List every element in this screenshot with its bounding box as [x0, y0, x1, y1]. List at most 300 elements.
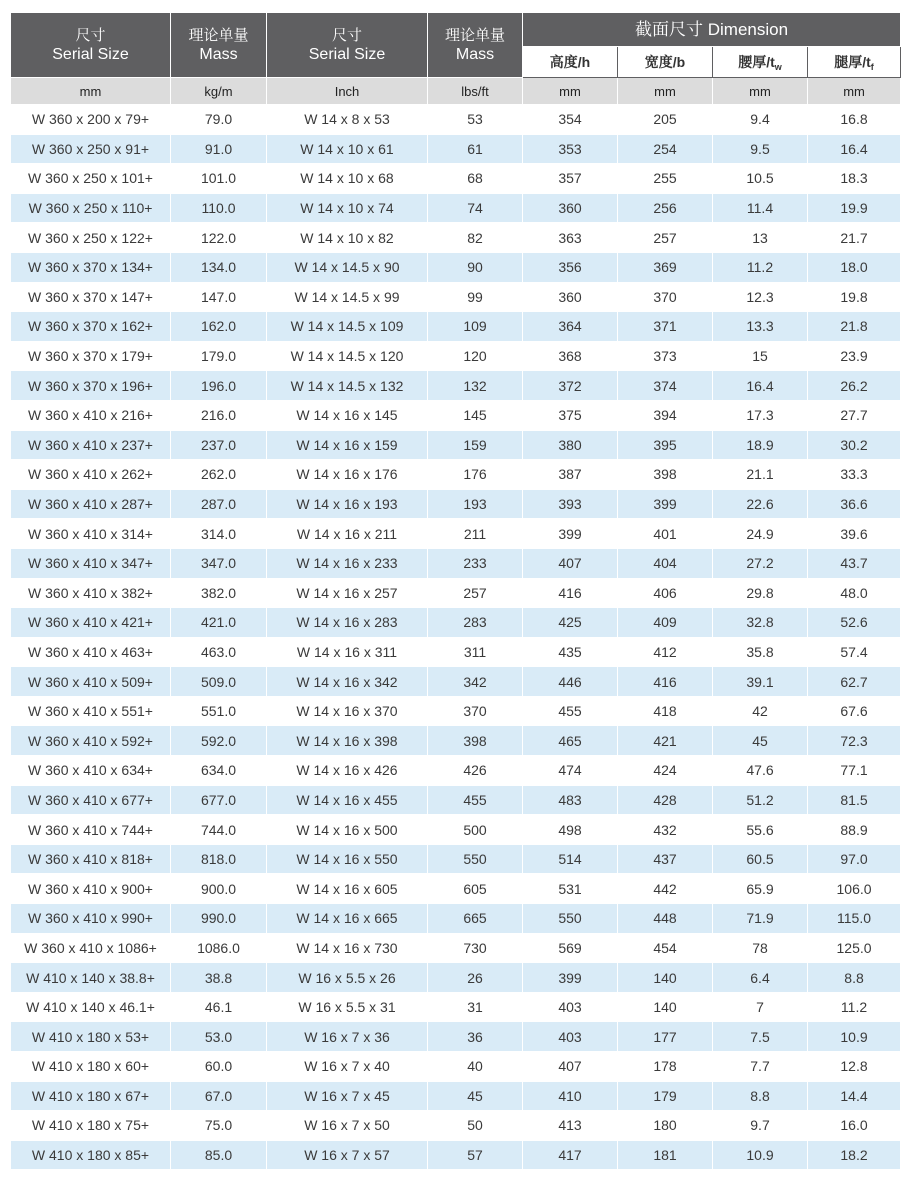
- cell-inch: W 16 x 7 x 45: [267, 1081, 428, 1111]
- cell-width: 369: [618, 252, 713, 282]
- unit-cell: kg/m: [171, 78, 267, 105]
- cell-web: 27.2: [713, 548, 808, 578]
- cell-mass-kg: 262.0: [171, 460, 267, 490]
- cell-flange: 125.0: [808, 933, 901, 963]
- cell-mass-lbs: 159: [428, 430, 523, 460]
- cell-mass-lbs: 176: [428, 460, 523, 490]
- table-row: [11, 430, 901, 460]
- cell-width: 406: [618, 578, 713, 608]
- cell-mass-kg: 382.0: [171, 578, 267, 608]
- cell-mass-lbs: 193: [428, 489, 523, 519]
- table-row: [11, 963, 901, 993]
- cell-flange: 16.4: [808, 134, 901, 164]
- cell-web: 42: [713, 696, 808, 726]
- table-row: [11, 756, 901, 786]
- cell-web: 15: [713, 341, 808, 371]
- cell-web: 11.2: [713, 252, 808, 282]
- unit-cell: mm: [11, 78, 171, 105]
- header-mass-metric: [171, 13, 267, 78]
- cell-flange: 19.8: [808, 282, 901, 312]
- cell-height: 403: [523, 1022, 618, 1052]
- table-row: [11, 252, 901, 282]
- cell-web: 13.3: [713, 312, 808, 342]
- cell-width: 254: [618, 134, 713, 164]
- cell-size: W 360 x 370 x 196+: [11, 371, 171, 401]
- header-mass-en: Mass: [199, 46, 238, 63]
- cell-height: 363: [523, 223, 618, 253]
- cell-size: W 360 x 410 x 551+: [11, 696, 171, 726]
- cell-inch: W 14 x 16 x 159: [267, 430, 428, 460]
- cell-mass-lbs: 233: [428, 548, 523, 578]
- cell-flange: 27.7: [808, 400, 901, 430]
- cell-mass-lbs: 68: [428, 164, 523, 194]
- cell-mass-kg: 463.0: [171, 637, 267, 667]
- cell-size: W 360 x 410 x 677+: [11, 785, 171, 815]
- cell-height: 465: [523, 726, 618, 756]
- cell-size: W 360 x 250 x 91+: [11, 134, 171, 164]
- cell-mass-lbs: 26: [428, 963, 523, 993]
- cell-inch: W 14 x 14.5 x 90: [267, 252, 428, 282]
- cell-size: W 360 x 410 x 347+: [11, 548, 171, 578]
- cell-size: W 360 x 410 x 634+: [11, 756, 171, 786]
- table-row: [11, 164, 901, 194]
- cell-flange: 26.2: [808, 371, 901, 401]
- cell-height: 357: [523, 164, 618, 194]
- table-row: [11, 282, 901, 312]
- cell-size: W 360 x 370 x 147+: [11, 282, 171, 312]
- header-flange-thickness: [808, 47, 901, 78]
- cell-mass-lbs: 500: [428, 815, 523, 845]
- cell-height: 387: [523, 460, 618, 490]
- cell-width: 398: [618, 460, 713, 490]
- cell-height: 399: [523, 519, 618, 549]
- cell-width: 437: [618, 844, 713, 874]
- cell-size: W 410 x 180 x 85+: [11, 1140, 171, 1170]
- header-width: 宽度/b: [618, 47, 713, 78]
- cell-mass-lbs: 665: [428, 904, 523, 934]
- table-row: [11, 578, 901, 608]
- cell-size: W 360 x 370 x 162+: [11, 312, 171, 342]
- cell-web: 55.6: [713, 815, 808, 845]
- header-web-sub: w: [774, 62, 782, 72]
- cell-inch: W 14 x 10 x 61: [267, 134, 428, 164]
- cell-mass-lbs: 99: [428, 282, 523, 312]
- cell-height: 403: [523, 992, 618, 1022]
- cell-height: 393: [523, 489, 618, 519]
- cell-width: 257: [618, 223, 713, 253]
- cell-size: W 360 x 410 x 237+: [11, 430, 171, 460]
- cell-size: W 360 x 410 x 592+: [11, 726, 171, 756]
- cell-inch: W 16 x 5.5 x 31: [267, 992, 428, 1022]
- cell-mass-kg: 818.0: [171, 844, 267, 874]
- cell-width: 140: [618, 992, 713, 1022]
- cell-inch: W 14 x 16 x 211: [267, 519, 428, 549]
- cell-mass-lbs: 120: [428, 341, 523, 371]
- cell-size: W 360 x 370 x 179+: [11, 341, 171, 371]
- cell-inch: W 16 x 7 x 57: [267, 1140, 428, 1170]
- cell-width: 418: [618, 696, 713, 726]
- table-row: [11, 1111, 901, 1141]
- unit-cell: mm: [808, 78, 901, 105]
- cell-inch: W 14 x 16 x 145: [267, 400, 428, 430]
- cell-size: W 360 x 410 x 990+: [11, 904, 171, 934]
- cell-web: 78: [713, 933, 808, 963]
- cell-web: 16.4: [713, 371, 808, 401]
- cell-flange: 62.7: [808, 667, 901, 697]
- cell-mass-kg: 990.0: [171, 904, 267, 934]
- cell-height: 483: [523, 785, 618, 815]
- cell-inch: W 14 x 16 x 665: [267, 904, 428, 934]
- cell-mass-kg: 634.0: [171, 756, 267, 786]
- header-mass-zh: 理论单量: [188, 27, 249, 44]
- cell-inch: W 14 x 16 x 370: [267, 696, 428, 726]
- cell-size: W 360 x 410 x 463+: [11, 637, 171, 667]
- cell-mass-kg: 744.0: [171, 815, 267, 845]
- cell-mass-kg: 677.0: [171, 785, 267, 815]
- cell-size: W 360 x 410 x 216+: [11, 400, 171, 430]
- cell-height: 380: [523, 430, 618, 460]
- cell-inch: W 16 x 7 x 36: [267, 1022, 428, 1052]
- cell-flange: 18.2: [808, 1140, 901, 1170]
- cell-flange: 115.0: [808, 904, 901, 934]
- cell-flange: 67.6: [808, 696, 901, 726]
- unit-cell: Inch: [267, 78, 428, 105]
- cell-inch: W 14 x 14.5 x 132: [267, 371, 428, 401]
- cell-web: 9.5: [713, 134, 808, 164]
- cell-mass-lbs: 730: [428, 933, 523, 963]
- header-size2-en: Serial Size: [308, 46, 386, 63]
- cell-flange: 16.8: [808, 105, 901, 135]
- cell-size: W 360 x 370 x 134+: [11, 252, 171, 282]
- cell-inch: W 14 x 16 x 257: [267, 578, 428, 608]
- cell-mass-kg: 1086.0: [171, 933, 267, 963]
- header-web-label: 腰厚/t: [738, 54, 775, 70]
- cell-inch: W 14 x 16 x 426: [267, 756, 428, 786]
- cell-inch: W 14 x 14.5 x 120: [267, 341, 428, 371]
- header-serial-size-metric: [11, 13, 171, 78]
- cell-mass-lbs: 311: [428, 637, 523, 667]
- cell-width: 412: [618, 637, 713, 667]
- cell-mass-lbs: 50: [428, 1111, 523, 1141]
- cell-height: 356: [523, 252, 618, 282]
- header-height: 高度/h: [523, 47, 618, 78]
- cell-inch: W 14 x 16 x 176: [267, 460, 428, 490]
- table-row: [11, 726, 901, 756]
- cell-web: 39.1: [713, 667, 808, 697]
- cell-mass-lbs: 74: [428, 193, 523, 223]
- cell-web: 10.5: [713, 164, 808, 194]
- cell-mass-kg: 162.0: [171, 312, 267, 342]
- cell-mass-kg: 67.0: [171, 1081, 267, 1111]
- cell-height: 354: [523, 105, 618, 135]
- cell-inch: W 14 x 10 x 82: [267, 223, 428, 253]
- cell-mass-kg: 421.0: [171, 608, 267, 638]
- cell-height: 368: [523, 341, 618, 371]
- cell-mass-lbs: 82: [428, 223, 523, 253]
- cell-web: 22.6: [713, 489, 808, 519]
- cell-size: W 360 x 410 x 314+: [11, 519, 171, 549]
- cell-flange: 14.4: [808, 1081, 901, 1111]
- cell-size: W 360 x 250 x 122+: [11, 223, 171, 253]
- cell-mass-kg: 101.0: [171, 164, 267, 194]
- table-row: [11, 400, 901, 430]
- cell-mass-kg: 216.0: [171, 400, 267, 430]
- cell-size: W 360 x 250 x 110+: [11, 193, 171, 223]
- cell-height: 531: [523, 874, 618, 904]
- header-size-zh: 尺寸: [75, 27, 106, 44]
- table-row: [11, 193, 901, 223]
- table-row: [11, 637, 901, 667]
- cell-height: 474: [523, 756, 618, 786]
- cell-inch: W 14 x 10 x 74: [267, 193, 428, 223]
- cell-mass-kg: 551.0: [171, 696, 267, 726]
- cell-size: W 360 x 410 x 744+: [11, 815, 171, 845]
- cell-mass-kg: 85.0: [171, 1140, 267, 1170]
- cell-mass-kg: 509.0: [171, 667, 267, 697]
- table-row: [11, 134, 901, 164]
- cell-mass-lbs: 45: [428, 1081, 523, 1111]
- cell-width: 394: [618, 400, 713, 430]
- unit-cell: lbs/ft: [428, 78, 523, 105]
- cell-web: 17.3: [713, 400, 808, 430]
- cell-flange: 72.3: [808, 726, 901, 756]
- cell-width: 432: [618, 815, 713, 845]
- header-row-top: [11, 13, 901, 47]
- cell-mass-lbs: 211: [428, 519, 523, 549]
- cell-size: W 410 x 140 x 46.1+: [11, 992, 171, 1022]
- cell-inch: W 14 x 16 x 311: [267, 637, 428, 667]
- cell-inch: W 14 x 16 x 233: [267, 548, 428, 578]
- cell-size: W 410 x 180 x 75+: [11, 1111, 171, 1141]
- cell-height: 569: [523, 933, 618, 963]
- cell-width: 454: [618, 933, 713, 963]
- cell-flange: 30.2: [808, 430, 901, 460]
- cell-flange: 106.0: [808, 874, 901, 904]
- table-row: [11, 548, 901, 578]
- cell-height: 498: [523, 815, 618, 845]
- cell-flange: 19.9: [808, 193, 901, 223]
- cell-mass-lbs: 370: [428, 696, 523, 726]
- table-row: [11, 489, 901, 519]
- cell-inch: W 14 x 16 x 550: [267, 844, 428, 874]
- cell-mass-lbs: 61: [428, 134, 523, 164]
- cell-mass-lbs: 109: [428, 312, 523, 342]
- cell-size: W 360 x 410 x 262+: [11, 460, 171, 490]
- cell-web: 32.8: [713, 608, 808, 638]
- cell-web: 35.8: [713, 637, 808, 667]
- cell-flange: 12.8: [808, 1052, 901, 1082]
- table-body: [11, 105, 901, 1170]
- cell-width: 370: [618, 282, 713, 312]
- table-row: [11, 519, 901, 549]
- cell-inch: W 16 x 5.5 x 26: [267, 963, 428, 993]
- header-serial-size-imperial: [267, 13, 428, 78]
- cell-web: 13: [713, 223, 808, 253]
- cell-mass-kg: 237.0: [171, 430, 267, 460]
- cell-inch: W 14 x 14.5 x 109: [267, 312, 428, 342]
- cell-mass-kg: 196.0: [171, 371, 267, 401]
- header-web-thickness: [713, 47, 808, 78]
- cell-mass-kg: 314.0: [171, 519, 267, 549]
- cell-inch: W 16 x 7 x 40: [267, 1052, 428, 1082]
- cell-mass-lbs: 426: [428, 756, 523, 786]
- cell-inch: W 16 x 7 x 50: [267, 1111, 428, 1141]
- header-size-en: Serial Size: [52, 46, 129, 63]
- cell-width: 421: [618, 726, 713, 756]
- cell-height: 399: [523, 963, 618, 993]
- cell-web: 71.9: [713, 904, 808, 934]
- cell-size: W 360 x 410 x 509+: [11, 667, 171, 697]
- cell-inch: W 14 x 16 x 605: [267, 874, 428, 904]
- cell-mass-kg: 46.1: [171, 992, 267, 1022]
- cell-flange: 43.7: [808, 548, 901, 578]
- cell-mass-lbs: 132: [428, 371, 523, 401]
- cell-size: W 360 x 410 x 1086+: [11, 933, 171, 963]
- cell-width: 180: [618, 1111, 713, 1141]
- cell-flange: 36.6: [808, 489, 901, 519]
- cell-mass-kg: 75.0: [171, 1111, 267, 1141]
- cell-web: 11.4: [713, 193, 808, 223]
- cell-width: 399: [618, 489, 713, 519]
- cell-height: 446: [523, 667, 618, 697]
- cell-web: 9.7: [713, 1111, 808, 1141]
- cell-width: 442: [618, 874, 713, 904]
- cell-web: 24.9: [713, 519, 808, 549]
- cell-mass-kg: 53.0: [171, 1022, 267, 1052]
- cell-web: 45: [713, 726, 808, 756]
- table-row: [11, 341, 901, 371]
- cell-size: W 360 x 410 x 287+: [11, 489, 171, 519]
- cell-size: W 360 x 250 x 101+: [11, 164, 171, 194]
- table-row: [11, 312, 901, 342]
- cell-mass-lbs: 40: [428, 1052, 523, 1082]
- cell-mass-lbs: 398: [428, 726, 523, 756]
- cell-width: 404: [618, 548, 713, 578]
- cell-size: W 410 x 140 x 38.8+: [11, 963, 171, 993]
- cell-mass-lbs: 283: [428, 608, 523, 638]
- cell-inch: W 14 x 16 x 455: [267, 785, 428, 815]
- cell-inch: W 14 x 16 x 398: [267, 726, 428, 756]
- header-mass2-en: Mass: [455, 46, 495, 63]
- table-row: [11, 815, 901, 845]
- table-row: [11, 371, 901, 401]
- cell-height: 435: [523, 637, 618, 667]
- cell-web: 12.3: [713, 282, 808, 312]
- cell-flange: 21.8: [808, 312, 901, 342]
- cell-flange: 10.9: [808, 1022, 901, 1052]
- cell-height: 410: [523, 1081, 618, 1111]
- cell-width: 428: [618, 785, 713, 815]
- cell-mass-lbs: 605: [428, 874, 523, 904]
- cell-flange: 8.8: [808, 963, 901, 993]
- cell-inch: W 14 x 10 x 68: [267, 164, 428, 194]
- table-row: [11, 223, 901, 253]
- unit-cell: mm: [523, 78, 618, 105]
- cell-inch: W 14 x 16 x 193: [267, 489, 428, 519]
- cell-mass-kg: 347.0: [171, 548, 267, 578]
- header-mass2-zh: 理论单量: [444, 27, 505, 44]
- cell-width: 205: [618, 105, 713, 135]
- cell-height: 416: [523, 578, 618, 608]
- cell-web: 47.6: [713, 756, 808, 786]
- cell-width: 178: [618, 1052, 713, 1082]
- cell-mass-lbs: 145: [428, 400, 523, 430]
- cell-width: 409: [618, 608, 713, 638]
- steel-spec-table: [10, 12, 901, 1170]
- cell-flange: 97.0: [808, 844, 901, 874]
- cell-mass-lbs: 342: [428, 667, 523, 697]
- cell-mass-kg: 38.8: [171, 963, 267, 993]
- cell-mass-lbs: 31: [428, 992, 523, 1022]
- cell-web: 65.9: [713, 874, 808, 904]
- cell-height: 550: [523, 904, 618, 934]
- cell-mass-kg: 147.0: [171, 282, 267, 312]
- cell-width: 424: [618, 756, 713, 786]
- cell-flange: 23.9: [808, 341, 901, 371]
- cell-size: W 360 x 410 x 382+: [11, 578, 171, 608]
- cell-width: 371: [618, 312, 713, 342]
- cell-mass-kg: 91.0: [171, 134, 267, 164]
- unit-row: [11, 78, 901, 105]
- cell-web: 7.7: [713, 1052, 808, 1082]
- cell-height: 375: [523, 400, 618, 430]
- cell-width: 256: [618, 193, 713, 223]
- cell-width: 373: [618, 341, 713, 371]
- header-mass-imperial: [428, 13, 523, 78]
- cell-mass-lbs: 257: [428, 578, 523, 608]
- table-row: [11, 933, 901, 963]
- cell-width: 374: [618, 371, 713, 401]
- table-row: [11, 1052, 901, 1082]
- cell-flange: 57.4: [808, 637, 901, 667]
- table-row: [11, 1081, 901, 1111]
- cell-mass-kg: 60.0: [171, 1052, 267, 1082]
- cell-web: 10.9: [713, 1140, 808, 1170]
- cell-flange: 16.0: [808, 1111, 901, 1141]
- cell-width: 179: [618, 1081, 713, 1111]
- table-row: [11, 874, 901, 904]
- cell-inch: W 14 x 16 x 730: [267, 933, 428, 963]
- cell-size: W 360 x 410 x 818+: [11, 844, 171, 874]
- cell-mass-kg: 287.0: [171, 489, 267, 519]
- cell-mass-kg: 592.0: [171, 726, 267, 756]
- cell-inch: W 14 x 16 x 283: [267, 608, 428, 638]
- cell-height: 514: [523, 844, 618, 874]
- cell-size: W 360 x 410 x 900+: [11, 874, 171, 904]
- cell-web: 51.2: [713, 785, 808, 815]
- cell-flange: 48.0: [808, 578, 901, 608]
- cell-height: 413: [523, 1111, 618, 1141]
- cell-inch: W 14 x 14.5 x 99: [267, 282, 428, 312]
- cell-mass-lbs: 57: [428, 1140, 523, 1170]
- cell-height: 417: [523, 1140, 618, 1170]
- cell-mass-lbs: 90: [428, 252, 523, 282]
- table-row: [11, 844, 901, 874]
- cell-web: 60.5: [713, 844, 808, 874]
- cell-mass-lbs: 36: [428, 1022, 523, 1052]
- unit-cell: mm: [618, 78, 713, 105]
- cell-flange: 18.3: [808, 164, 901, 194]
- table-row: [11, 608, 901, 638]
- cell-mass-kg: 79.0: [171, 105, 267, 135]
- cell-inch: W 14 x 16 x 342: [267, 667, 428, 697]
- cell-width: 448: [618, 904, 713, 934]
- table-row: [11, 460, 901, 490]
- cell-width: 255: [618, 164, 713, 194]
- cell-web: 8.8: [713, 1081, 808, 1111]
- cell-width: 140: [618, 963, 713, 993]
- cell-web: 7.5: [713, 1022, 808, 1052]
